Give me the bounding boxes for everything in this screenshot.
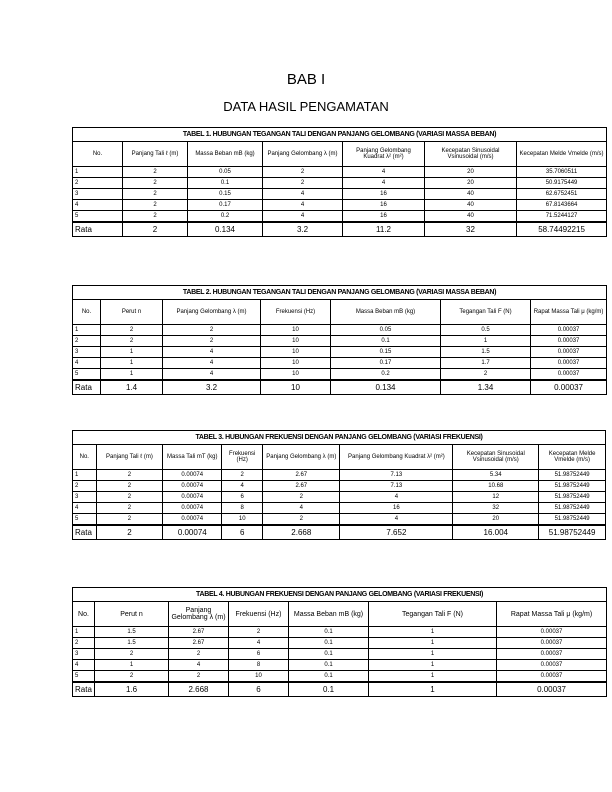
- table-cell: 16.004: [453, 525, 539, 540]
- table-cell: 20: [425, 167, 517, 178]
- table-cell: 1: [369, 671, 497, 683]
- table-row: [73, 470, 606, 481]
- table-3-header: Panjang Tali ℓ (m): [96, 445, 163, 470]
- table-4-title: TABEL 4. HUBUNGAN FREKUENSI DENGAN PANJANG GELOMBANG (VARIASI FREKUENSI): [73, 588, 607, 602]
- table-cell: 7.13: [340, 470, 453, 481]
- table-3-header: Panjang Gelombang λ (m): [263, 445, 340, 470]
- table-cell: 4: [263, 211, 343, 223]
- table-cell: 4: [73, 503, 97, 514]
- table-row: [73, 325, 607, 336]
- page-title: BAB I: [286, 71, 326, 88]
- table-cell: 5.34: [453, 470, 539, 481]
- table-cell: 16: [340, 503, 453, 514]
- table-cell: 2: [96, 514, 163, 526]
- table-cell: 0.1: [188, 178, 263, 189]
- table-2-header: Tegangan Tali F (N): [441, 300, 531, 325]
- table-3-header: Frekuensi (Hz): [222, 445, 263, 470]
- table-cell: Rata: [73, 380, 101, 395]
- table-3-header: Panjang Gelombang Kuadrat λ² (m²): [340, 445, 453, 470]
- table-cell: 35.7060511: [517, 167, 607, 178]
- table-2: [72, 285, 607, 395]
- table-cell: 4: [163, 358, 261, 369]
- table-cell: 1.4: [101, 380, 163, 395]
- table-cell: 4: [343, 178, 425, 189]
- table-cell: 0.00037: [497, 649, 607, 660]
- table-cell: 32: [453, 503, 539, 514]
- table-1-header: Panjang Tali ℓ (m): [123, 142, 188, 167]
- table-cell: 7.13: [340, 481, 453, 492]
- table-cell: 10: [261, 358, 331, 369]
- table-cell: 2: [263, 178, 343, 189]
- table-cell: 0.00037: [531, 336, 607, 347]
- table-cell: 2: [96, 481, 163, 492]
- table-2-header: Rapat Massa Tali μ (kg/m): [531, 300, 607, 325]
- table-cell: 10: [261, 369, 331, 381]
- table-cell: 4: [343, 167, 425, 178]
- table-cell: 0.134: [331, 380, 441, 395]
- table-cell: 1: [369, 649, 497, 660]
- table-cell: 0.17: [331, 358, 441, 369]
- table-cell: 0.00074: [163, 481, 222, 492]
- table-cell: 2: [96, 503, 163, 514]
- table-cell: 4: [73, 660, 95, 671]
- table-3-title: TABEL 3. HUBUNGAN FREKUENSI DENGAN PANJANG GELOMBANG (VARIASI FREKUENSI): [73, 431, 606, 445]
- table-cell: 2.668: [169, 682, 229, 697]
- table-cell: 0.00037: [497, 671, 607, 683]
- table-cell: 1: [101, 369, 163, 381]
- table-cell: 4: [169, 660, 229, 671]
- table-cell: 11.2: [343, 222, 425, 237]
- table-cell: 4: [340, 492, 453, 503]
- table-cell: 0.1: [289, 649, 369, 660]
- table-1-header: Panjang Gelombang λ (m): [263, 142, 343, 167]
- table-cell: 51.98752449: [539, 470, 606, 481]
- table-cell: 4: [222, 481, 263, 492]
- table-row: [73, 671, 607, 683]
- table-cell: 0.00074: [163, 514, 222, 526]
- table-cell: 6: [222, 492, 263, 503]
- table-3-header: Kecepatan Sinusoidal Vsinusoidal (m/s): [453, 445, 539, 470]
- table-row: [73, 638, 607, 649]
- table-cell: 5: [73, 369, 101, 381]
- table-1: [72, 127, 607, 237]
- table-cell: 62.6752451: [517, 189, 607, 200]
- table-3-header: Kecepatan Melde Vmelde (m/s): [539, 445, 606, 470]
- table-cell: 0.15: [188, 189, 263, 200]
- table-cell: 1: [369, 660, 497, 671]
- table-cell: 1: [73, 167, 123, 178]
- table-cell: 3: [73, 347, 101, 358]
- table-cell: 2: [101, 325, 163, 336]
- table-cell: 4: [73, 358, 101, 369]
- table-4-header: Tegangan Tali F (N): [369, 602, 497, 627]
- table-cell: 4: [73, 200, 123, 211]
- table-cell: 16: [343, 200, 425, 211]
- table-cell: 5: [73, 211, 123, 223]
- table-cell: 1: [95, 660, 169, 671]
- table-cell: 3.2: [263, 222, 343, 237]
- table-cell: 2: [222, 470, 263, 481]
- table-row: [73, 627, 607, 638]
- table-cell: 20: [425, 178, 517, 189]
- table-cell: 0.17: [188, 200, 263, 211]
- table-cell: 2: [123, 178, 188, 189]
- table-cell: 0.15: [331, 347, 441, 358]
- table-1-header: Panjang Gelombang Kuadrat λ² (m²): [343, 142, 425, 167]
- table-1-header: Kecepatan Melde Vmelde (m/s): [517, 142, 607, 167]
- table-cell: 1: [369, 682, 497, 697]
- table-cell: 0.1: [331, 336, 441, 347]
- table-cell: 12: [453, 492, 539, 503]
- table-cell: 51.98752449: [539, 492, 606, 503]
- table-cell: 0.00074: [163, 503, 222, 514]
- table-cell: 8: [222, 503, 263, 514]
- table-2-title: TABEL 2. HUBUNGAN TEGANGAN TALI DENGAN PANJANG GELOMBANG (VARIASI MASSA BEBAN): [73, 286, 607, 300]
- table-cell: 0.00037: [531, 347, 607, 358]
- table-cell: 6: [229, 682, 289, 697]
- table-cell: 1.7: [441, 358, 531, 369]
- table-cell: 0.00074: [163, 470, 222, 481]
- table-cell: 2: [95, 649, 169, 660]
- table-cell: 0.00037: [497, 638, 607, 649]
- table-cell: 1: [369, 638, 497, 649]
- table-cell: 0.1: [289, 682, 369, 697]
- table-cell: 2: [163, 336, 261, 347]
- table-cell: 7.652: [340, 525, 453, 540]
- table-cell: 50.9175449: [517, 178, 607, 189]
- table-3-header: Massa Tali mT (kg): [163, 445, 222, 470]
- table-row: [73, 167, 607, 178]
- table-row: [73, 211, 607, 223]
- table-cell: 10: [261, 325, 331, 336]
- table-cell: 58.74492215: [517, 222, 607, 237]
- table-cell: 0.1: [289, 627, 369, 638]
- table-cell: Rata: [73, 525, 97, 540]
- table-row: [73, 200, 607, 211]
- table-row: [73, 336, 607, 347]
- table-cell: 4: [263, 200, 343, 211]
- table-3: [72, 430, 606, 540]
- table-cell: 0.00037: [497, 627, 607, 638]
- table-row: [73, 514, 606, 526]
- table-cell: 0.00074: [163, 525, 222, 540]
- table-cell: 1: [101, 358, 163, 369]
- table-cell: 1: [441, 336, 531, 347]
- table-cell: 2: [96, 470, 163, 481]
- table-cell: 51.98752449: [539, 514, 606, 526]
- table-4-header: Frekuensi (Hz): [229, 602, 289, 627]
- table-cell: 0.00037: [497, 682, 607, 697]
- table-cell: 1.34: [441, 380, 531, 395]
- table-row: [73, 660, 607, 671]
- table-cell: 0.00037: [531, 369, 607, 381]
- table-row: [73, 492, 606, 503]
- table-1-header: Massa Beban mB (kg): [188, 142, 263, 167]
- table-cell: 6: [229, 649, 289, 660]
- table-cell: 1.5: [95, 627, 169, 638]
- table-2-header: Massa Beban mB (kg): [331, 300, 441, 325]
- table-cell: 2: [123, 189, 188, 200]
- table-cell: 1: [73, 627, 95, 638]
- table-4-header: Rapat Massa Tali μ (kg/m): [497, 602, 607, 627]
- table-cell: 4: [263, 189, 343, 200]
- table-cell: 2.67: [263, 470, 340, 481]
- table-cell: 40: [425, 189, 517, 200]
- table-cell: 1.5: [95, 638, 169, 649]
- table-cell: 0.1: [289, 660, 369, 671]
- table-cell: 2: [96, 492, 163, 503]
- table-2-header: No.: [73, 300, 101, 325]
- page-subtitle: DATA HASIL PENGAMATAN: [223, 99, 389, 114]
- table-cell: 0.05: [331, 325, 441, 336]
- table-4-header: Perut n: [95, 602, 169, 627]
- table-cell: 4: [340, 514, 453, 526]
- table-cell: 10.68: [453, 481, 539, 492]
- table-2-header: Frekuensi (Hz): [261, 300, 331, 325]
- table-cell: Rata: [73, 222, 123, 237]
- table-cell: 6: [222, 525, 263, 540]
- table-cell: 2: [163, 325, 261, 336]
- table-3-header: No.: [73, 445, 97, 470]
- table-cell: 4: [229, 638, 289, 649]
- table-cell: 2.67: [263, 481, 340, 492]
- table-cell: 2: [169, 671, 229, 683]
- table-cell: 2: [73, 178, 123, 189]
- table-cell: 10: [261, 380, 331, 395]
- table-cell: 3.2: [163, 380, 261, 395]
- table-cell: 40: [425, 211, 517, 223]
- table-cell: 2: [73, 481, 97, 492]
- table-row: [73, 369, 607, 381]
- table-average-row: [73, 380, 607, 395]
- table-cell: 10: [261, 336, 331, 347]
- table-cell: 2: [263, 514, 340, 526]
- table-cell: 67.8143664: [517, 200, 607, 211]
- table-cell: 2: [123, 211, 188, 223]
- table-row: [73, 358, 607, 369]
- table-cell: 16: [343, 211, 425, 223]
- table-row: [73, 347, 607, 358]
- table-cell: 0.2: [331, 369, 441, 381]
- table-cell: 16: [343, 189, 425, 200]
- table-cell: 3: [73, 189, 123, 200]
- table-4-header: Massa Beban mB (kg): [289, 602, 369, 627]
- table-cell: 3: [73, 649, 95, 660]
- table-cell: 0.1: [289, 638, 369, 649]
- table-cell: 2: [263, 167, 343, 178]
- table-cell: 2: [169, 649, 229, 660]
- table-cell: 4: [263, 503, 340, 514]
- table-cell: 32: [425, 222, 517, 237]
- table-cell: 20: [453, 514, 539, 526]
- table-cell: 2: [101, 336, 163, 347]
- table-cell: 1: [73, 325, 101, 336]
- table-1-title: TABEL 1. HUBUNGAN TEGANGAN TALI DENGAN PANJANG GELOMBANG (VARIASI MASSA BEBAN): [73, 128, 607, 142]
- table-cell: 2.67: [169, 627, 229, 638]
- table-4-header: Panjang Gelombang λ (m): [169, 602, 229, 627]
- table-cell: 8: [229, 660, 289, 671]
- table-4-header: No.: [73, 602, 95, 627]
- table-2-header: Panjang Gelombang λ (m): [163, 300, 261, 325]
- table-row: [73, 189, 607, 200]
- table-cell: 2: [95, 671, 169, 683]
- table-average-row: [73, 682, 607, 697]
- table-cell: 1: [369, 627, 497, 638]
- table-cell: 0.134: [188, 222, 263, 237]
- table-cell: 2.67: [169, 638, 229, 649]
- table-cell: 2: [263, 492, 340, 503]
- table-cell: 1: [101, 347, 163, 358]
- table-cell: 2: [123, 167, 188, 178]
- table-cell: 2: [123, 200, 188, 211]
- table-cell: Rata: [73, 682, 95, 697]
- table-1-header: No.: [73, 142, 123, 167]
- table-cell: 5: [73, 514, 97, 526]
- table-cell: 0.00037: [531, 380, 607, 395]
- table-cell: 51.98752449: [539, 525, 606, 540]
- table-cell: 0.00074: [163, 492, 222, 503]
- table-2-header: Perut n: [101, 300, 163, 325]
- table-cell: 2: [96, 525, 163, 540]
- table-cell: 40: [425, 200, 517, 211]
- table-cell: 2: [73, 336, 101, 347]
- table-row: [73, 481, 606, 492]
- table-cell: 0.00037: [531, 325, 607, 336]
- table-cell: 0.00037: [531, 358, 607, 369]
- table-average-row: [73, 525, 606, 540]
- table-cell: 4: [163, 347, 261, 358]
- table-average-row: [73, 222, 607, 237]
- table-cell: 0.00037: [497, 660, 607, 671]
- table-row: [73, 503, 606, 514]
- table-cell: 2: [441, 369, 531, 381]
- table-1-header: Kecepatan Sinusoidal Vsinusoidal (m/s): [425, 142, 517, 167]
- table-cell: 2.668: [263, 525, 340, 540]
- table-cell: 0.1: [289, 671, 369, 683]
- table-cell: 5: [73, 671, 95, 683]
- table-cell: 51.98752449: [539, 481, 606, 492]
- table-row: [73, 649, 607, 660]
- table-cell: 2: [229, 627, 289, 638]
- table-cell: 0.5: [441, 325, 531, 336]
- table-cell: 2: [73, 638, 95, 649]
- table-cell: 1.5: [441, 347, 531, 358]
- table-cell: 10: [261, 347, 331, 358]
- table-cell: 2: [123, 222, 188, 237]
- table-cell: 71.5244127: [517, 211, 607, 223]
- table-cell: 4: [163, 369, 261, 381]
- table-4: [72, 587, 607, 697]
- table-cell: 51.98752449: [539, 503, 606, 514]
- table-cell: 0.05: [188, 167, 263, 178]
- table-cell: 1: [73, 470, 97, 481]
- table-cell: 10: [222, 514, 263, 526]
- table-cell: 10: [229, 671, 289, 683]
- table-cell: 1.6: [95, 682, 169, 697]
- table-cell: 0.2: [188, 211, 263, 223]
- table-cell: 3: [73, 492, 97, 503]
- table-row: [73, 178, 607, 189]
